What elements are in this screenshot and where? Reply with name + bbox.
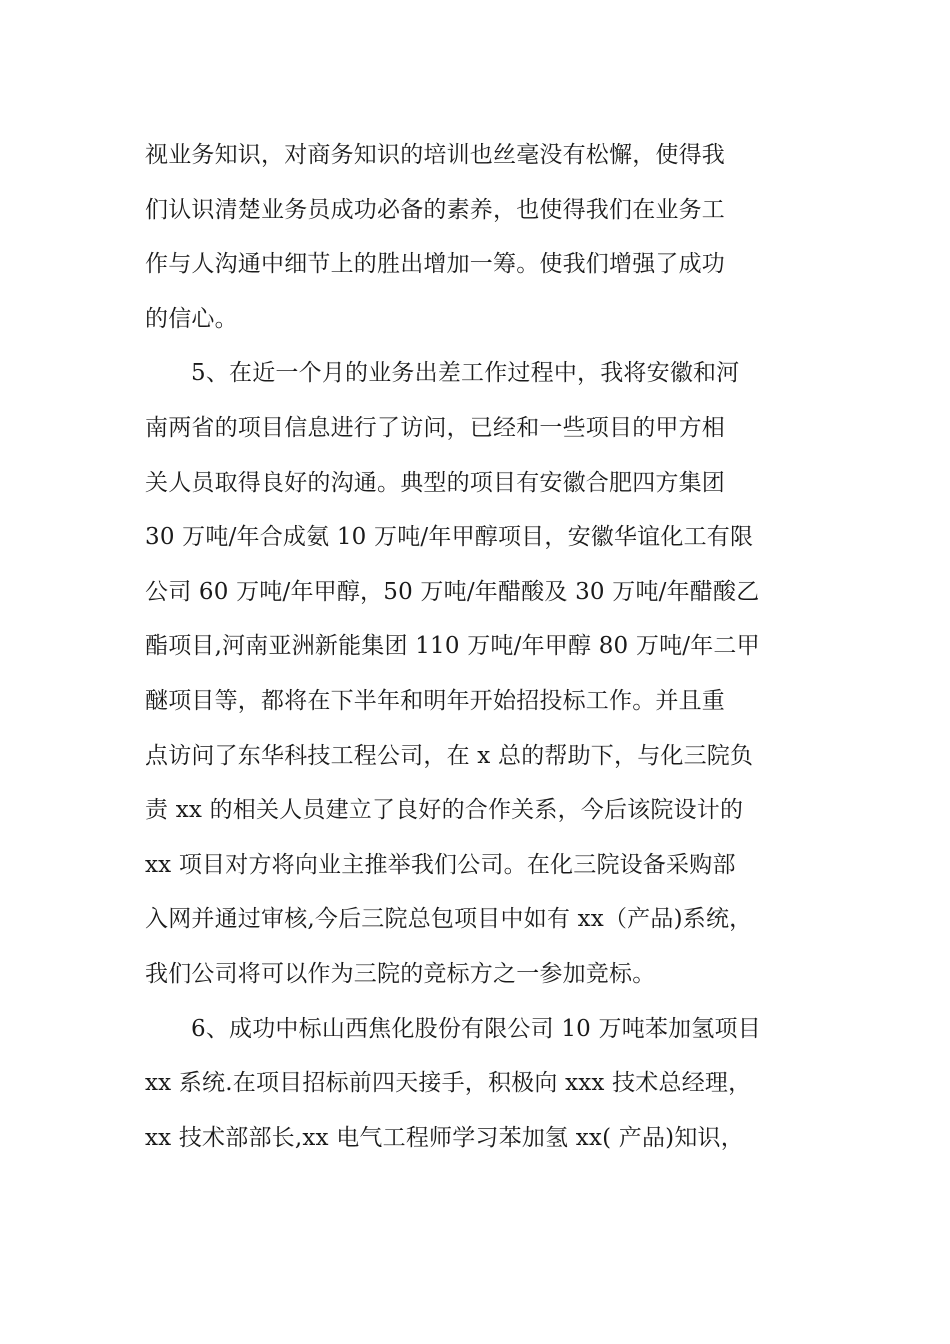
text-line-paragraph-start: 6、成功中标山西焦化股份有限公司 10 万吨苯加氢项目 [191, 1015, 761, 1042]
text-line: 我们公司将可以作为三院的竞标方之一参加竞标。 [145, 960, 656, 987]
text-line: 30 万吨/年合成氨 10 万吨/年甲醇项目，安徽华谊化工有限 [145, 524, 754, 551]
text-line: 作与人沟通中细节上的胜出增加一筹。使我们增强了成功 [145, 251, 725, 278]
text-line: 责 xx 的相关人员建立了良好的合作关系，今后该院设计的 [145, 797, 744, 824]
text-line: 南两省的项目信息进行了访问，已经和一些项目的甲方相 [145, 414, 725, 441]
text-line: 点访问了东华科技工程公司，在 x 总的帮助下，与化三院负 [145, 742, 754, 769]
text-line: 关人员取得良好的沟通。典型的项目有安徽合肥四方集团 [145, 469, 725, 496]
text-line: 入网并通过审核,今后三院总包项目中如有 xx（产品)系统， [145, 906, 753, 933]
document-body [145, 128, 825, 1165]
text-line: xx 系统.在项目招标前四天接手，积极向 xxx 技术总经理， [145, 1070, 752, 1097]
text-line: 们认识清楚业务员成功必备的素养，也使得我们在业务工 [145, 196, 725, 223]
text-line: 视业务知识，对商务知识的培训也丝毫没有松懈，使得我 [145, 142, 725, 168]
text-line: 醚项目等，都将在下半年和明年开始招投标工作。并且重 [145, 687, 725, 714]
text-line: 公司 60 万吨/年甲醇，50 万吨/年醋酸及 30 万吨/年醋酸乙 [145, 578, 760, 605]
text-line: xx 项目对方将向业主推举我们公司。在化三院设备采购部 [145, 851, 736, 878]
text-line: 的信心。 [145, 305, 238, 332]
text-line: xx 技术部部长,xx 电气工程师学习苯加氢 xx( 产品)知识， [145, 1124, 744, 1151]
text-line-paragraph-start: 5、在近一个月的业务出差工作过程中，我将安徽和河 [191, 360, 740, 387]
text-line: 酯项目,河南亚洲新能集团 110 万吨/年甲醇 80 万吨/年二甲 [145, 633, 760, 660]
